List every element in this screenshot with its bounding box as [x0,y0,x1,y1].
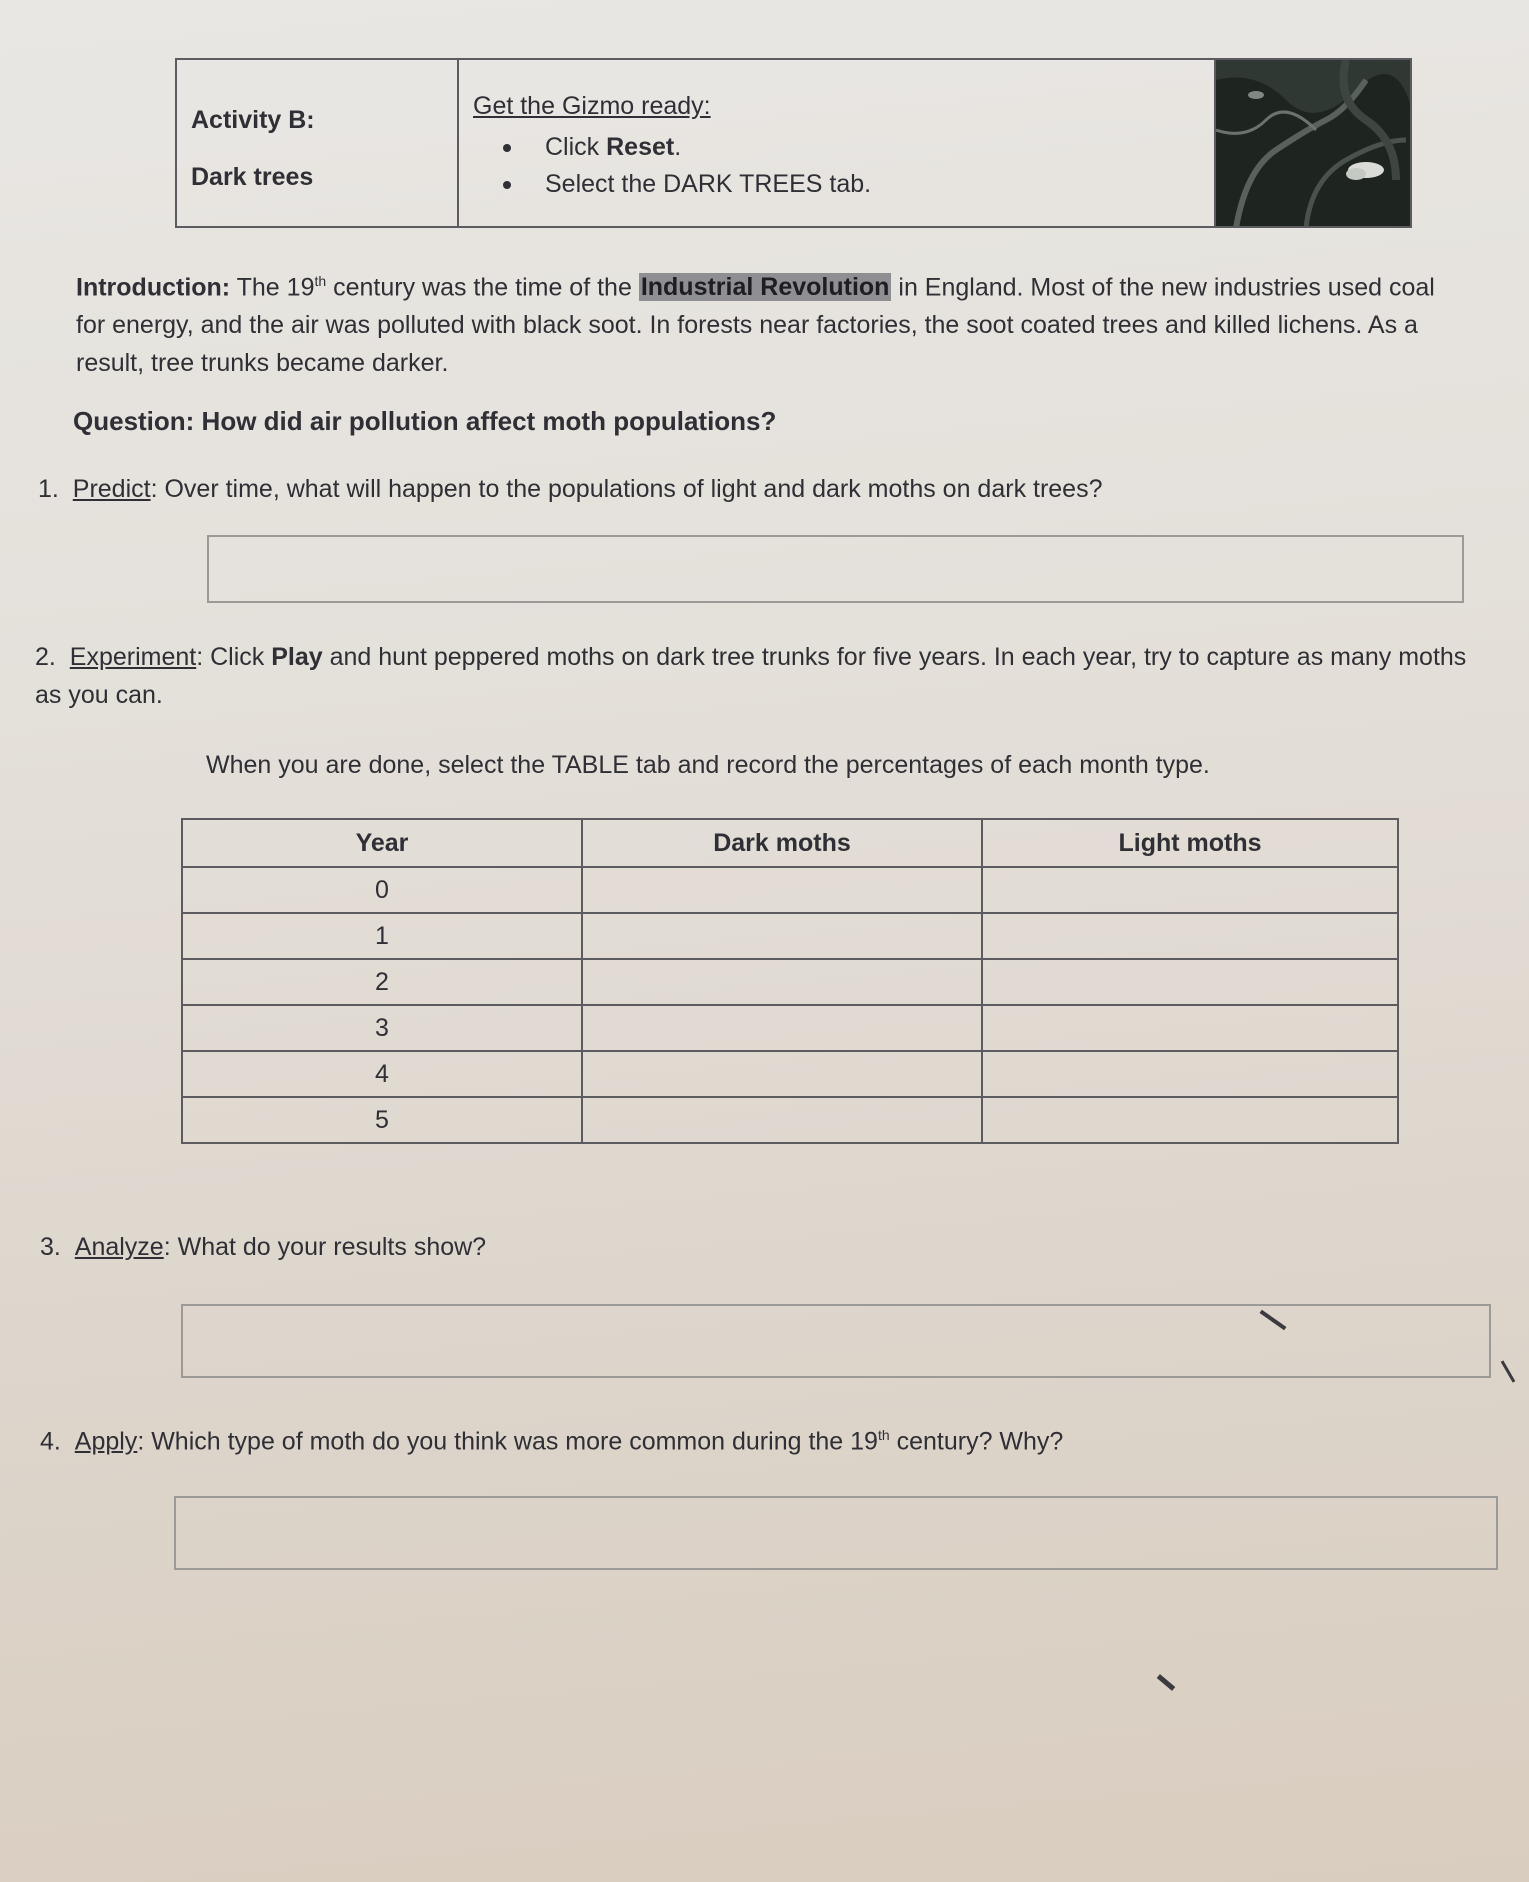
predict-answer-box[interactable] [207,535,1464,603]
light-moths-cell[interactable] [982,1051,1398,1097]
dark-moths-cell[interactable] [582,1005,982,1051]
question-4: 4. Apply: Which type of moth do you think was more common during the 19th century? Why? [40,1427,1064,1456]
activity-name: Dark trees [191,163,314,191]
gizmo-instructions-cell [459,60,1214,226]
question-2: 2. Experiment: Click Play and hunt peppered moths on dark tree trunks for five years. In each year, try to capture as many moths as you can. [35,643,1467,709]
activity-label: Activity B: [191,106,315,134]
table-row [182,1097,1398,1143]
gizmo-steps-list [473,133,1214,199]
dark-moths-cell[interactable] [582,913,982,959]
dark-tree-photo [1214,60,1410,226]
question-1: 1. Predict: Over time, what will happen to the populations of light and dark moths on dark trees? [38,475,1103,503]
activity-header [175,58,1412,228]
dark-moths-cell[interactable] [582,1051,982,1097]
gizmo-step: Click Reset. [545,133,1214,162]
dark-tree-bark-image [1216,60,1410,226]
gizmo-ready-title: Get the Gizmo ready: [473,92,711,120]
light-moths-cell[interactable] [982,1005,1398,1051]
year-cell: 4 [182,1051,582,1097]
question-3: 3. Analyze: What do your results show? [40,1233,487,1261]
year-cell: 3 [182,1005,582,1051]
table-row [182,913,1398,959]
year-cell: 5 [182,1097,582,1143]
light-moths-cell[interactable] [982,867,1398,913]
table-row [182,959,1398,1005]
gizmo-step: Select the DARK TREES tab. [545,170,1214,199]
activity-label-cell [177,60,459,226]
table-row [182,867,1398,913]
introduction-paragraph: Introduction: The 19th century was the time of the Industrial Revolution in England. Most of the new industries used coal for energy, and the air was polluted with black soot. In forests near factories, the soot coated trees and killed lichens. As a result, tree trunks became darker. [76,273,1435,378]
apply-answer-box[interactable] [174,1496,1498,1570]
pen-mark [1157,1674,1176,1691]
light-moths-cell[interactable] [982,959,1398,1005]
pen-mark [1501,1360,1516,1382]
year-cell: 2 [182,959,582,1005]
header-year: Year [182,819,582,867]
industrial-revolution-highlight: Industrial Revolution [640,273,890,302]
table-row [182,1005,1398,1051]
dark-moths-cell[interactable] [582,1097,982,1143]
year-cell: 0 [182,867,582,913]
light-moths-cell[interactable] [982,913,1398,959]
table-row [182,1051,1398,1097]
header-dark-moths: Dark moths [582,819,982,867]
dark-moths-cell[interactable] [582,867,982,913]
table-header-row [182,819,1398,867]
header-light-moths: Light moths [982,819,1398,867]
main-question: Question: How did air pollution affect moth populations? [73,406,777,436]
moth-percentage-table [181,818,1399,1144]
question-2-followup: When you are done, select the TABLE tab and record the percentages of each month type. [206,751,1210,779]
analyze-answer-box[interactable] [181,1304,1491,1378]
year-cell: 1 [182,913,582,959]
dark-moths-cell[interactable] [582,959,982,1005]
light-moths-cell[interactable] [982,1097,1398,1143]
